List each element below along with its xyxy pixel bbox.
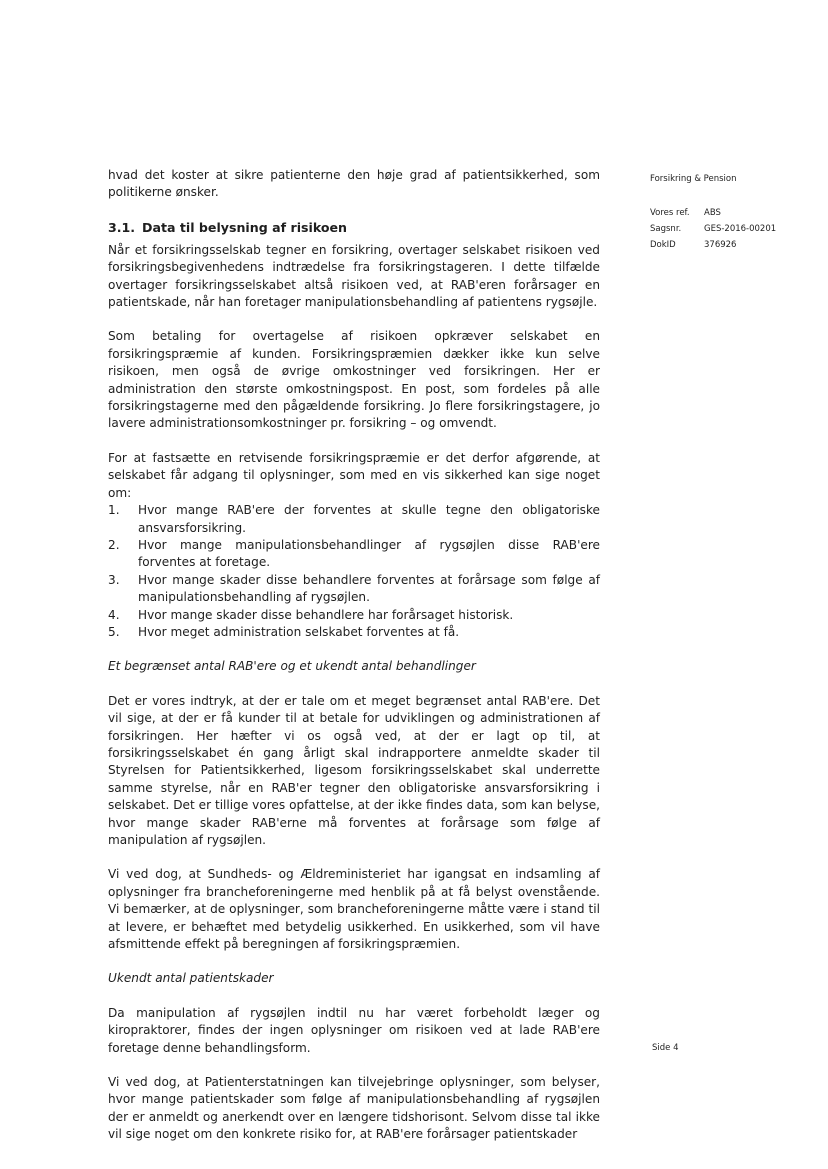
paragraph-data-needs: For at fastsætte en retvisende forsikringspræmie er det derfor afgørende, at selskabet får adgang til oplysninger, som med en vis sikkerhed kan sige noget om: xyxy=(108,450,600,500)
list-item: 5. Hvor meget administration selskabet forventes at få. xyxy=(108,624,460,639)
list-item: 1. Hvor mange RAB'ere der forventes at skulle tegne den obligatoriske ansvarsforsikring. xyxy=(108,503,600,535)
paragraph-ministry: Vi ved dog, at Sundheds- og Ældreministeriet har igangsat en indsamling af oplysninger fra brancheforeningerne med henblik på at få belyst ovenstående. Vi bemærker, at de oplysninger, som brancheforeningerne måtte være i stand til at levere, er behæftet med betydelig usikkerhed. En usikkerhed, som vil have afsmittende effekt på beregningen af forsikringspræmien. xyxy=(108,867,600,952)
paragraph-no-info: Da manipulation af rygsøjlen indtil nu har været forbeholdt læger og kiropraktorer, findes der ingen oplysninger om risikoen ved at lade RAB'ere foretage denne behandlingsform. xyxy=(108,1005,600,1055)
list-item: 2. Hvor mange manipulationsbehandlinger af rygsøjlen disse RAB'ere forventes at foretage. xyxy=(108,537,600,570)
section-title: Data til belysning af risikoen xyxy=(142,219,348,235)
meta-row-doc-id: DokID 376926 xyxy=(650,240,737,250)
paragraph-patienterstatningen: Vi ved dog, at Patienterstatningen kan tilvejebringe oplysninger, som belyser, hvor mange patientskader som følge af manipulationsbehandling af rygsøjlen der er anmeldt og anerkendt over en længere tidshorisont. Selvom disse tal ikke vil sige noget om den konkrete risiko for, at RAB'ere forårsager patientskader xyxy=(108,1075,600,1142)
list-item: 4. Hvor mange skader disse behandlere har forårsaget historisk. xyxy=(108,607,514,622)
paragraph-premium: Som betaling for overtagelse af risikoen opkræver selskabet en forsikringspræmie af kunden. Forsikringspræmien dækker ikke kun selve risikoen, men også de øvrige omkostninger ved forsikringen. Her er administration den største omkostningspost. En post, som fordeles på alle forsikringstagerne med den pågældende forsikring. Jo flere forsikringstagere, jo lavere administrationsomkostninger pr. forsikring – og omvendt. xyxy=(108,329,600,431)
list-item: 3. Hvor mange skader disse behandlere forventes at forårsage som følge af manipulationsbehandling af rygsøjlen. xyxy=(108,572,600,605)
meta-row-case-number: Sagsnr. GES-2016-00201 xyxy=(650,224,777,234)
page-number: Side 4 xyxy=(652,1043,679,1053)
meta-row-reference: Vores ref. ABS xyxy=(650,208,721,218)
company-name: Forsikring & Pension xyxy=(650,174,737,184)
paragraph-risk-transfer: Når et forsikringsselskab tegner en forsikring, overtager selskabet risikoen ved forsikringsbegivenhedens indtrædelse fra forsikringstageren. I dette tilfælde overtager forsikringsselskabet altså risikoen ved, at RAB'eren forårsager en patientskade, når han foretager manipulationsbehandling af patientens rygsøjle. xyxy=(108,242,600,310)
numbered-list xyxy=(108,502,600,641)
intro-paragraph: hvad det koster at sikre patienterne den høje grad af patientsikkerhed, som politikerne ønsker. xyxy=(108,168,600,200)
subheading-patient-injuries: Ukendt antal patientskader xyxy=(108,971,274,986)
section-heading xyxy=(108,219,600,236)
section-number: 3.1. xyxy=(108,219,136,235)
document-sidebar xyxy=(650,171,820,253)
main-text-column xyxy=(108,167,600,1161)
paragraph-rab-count: Det er vores indtryk, at der er tale om et meget begrænset antal RAB'ere. Det vil sige, at der er få kunder til at betale for udviklingen og administrationen af forsikringen. Her hæfter vi os også ved, at der er lagt op til, at forsikringsselskabet én gang årligt skal indrapportere anmeldte skader til Styrelsen for Patientsikkerhed, ligesom forsikringsselskabet skal underrette samme styrelse, når en RAB'er tegner den obligatoriske ansvarsforsikring i selskabet. Det er tillige vores opfattelse, at der ikke findes data, som kan belyse, hvor mange skader RAB'erne må forventes at forårsage som følge af manipulation af rygsøjlen. xyxy=(108,693,600,847)
subheading-rab-count: Et begrænset antal RAB'ere og et ukendt antal behandlinger xyxy=(108,659,476,674)
